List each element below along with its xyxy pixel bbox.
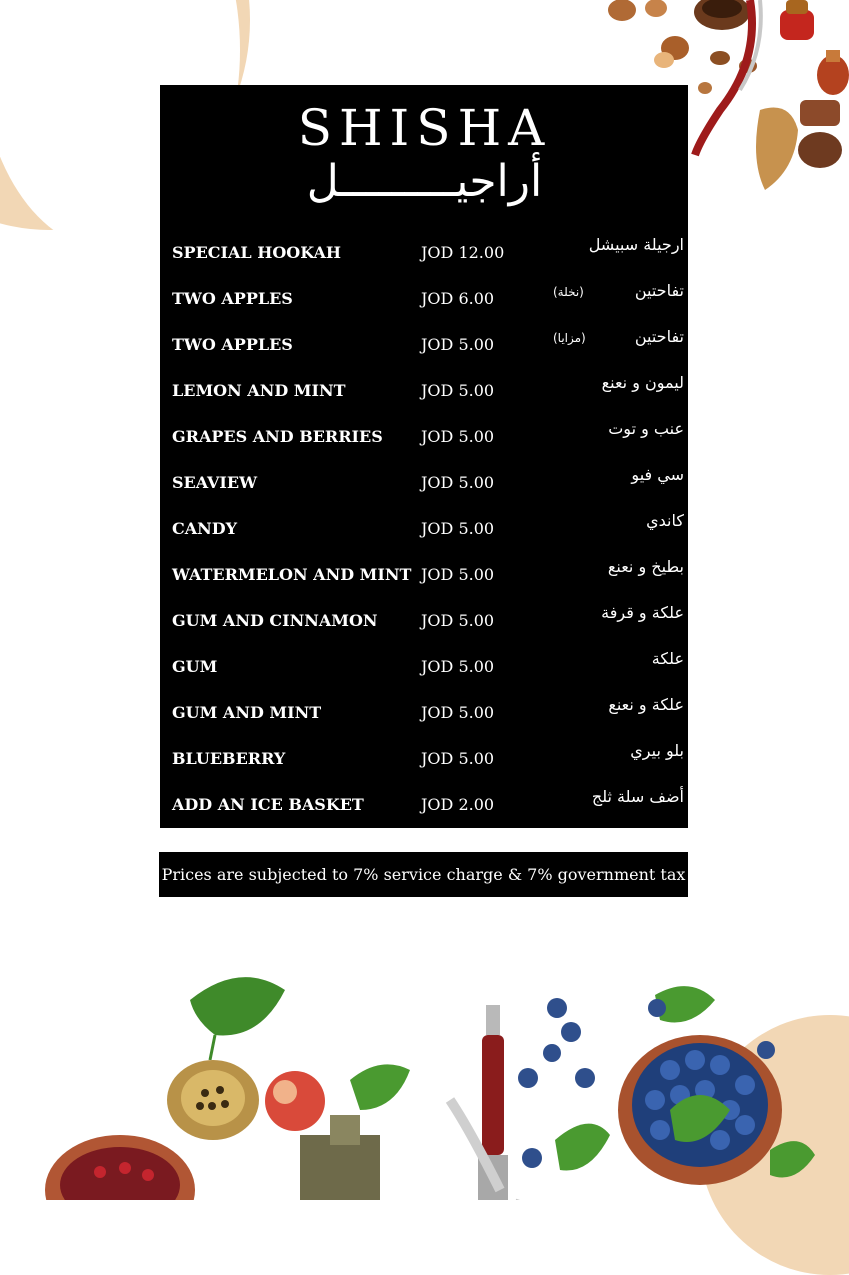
item-name-arabic: سي فيو	[631, 465, 684, 484]
menu-item	[0, 737, 849, 783]
item-price: JOD 5.00	[421, 703, 495, 722]
item-price: JOD 5.00	[421, 519, 495, 538]
item-price: JOD 5.00	[421, 427, 495, 446]
item-name-arabic: أضف سلة ثلج	[591, 787, 684, 806]
item-name: GUM AND CINNAMON	[172, 611, 378, 630]
menu-item	[0, 599, 849, 645]
menu-item	[0, 415, 849, 461]
item-price: JOD 2.00	[421, 795, 495, 814]
item-name-arabic: بلو بيري	[630, 741, 684, 760]
item-price: JOD 5.00	[421, 657, 495, 676]
item-name: WATERMELON AND MINT	[172, 565, 412, 584]
item-name: SEAVIEW	[172, 473, 258, 492]
item-price: JOD 5.00	[421, 611, 495, 630]
item-name: GUM AND MINT	[172, 703, 322, 722]
menu-item	[0, 645, 849, 691]
item-name-arabic: علكة و قرفة	[601, 603, 684, 622]
item-price: JOD 5.00	[421, 473, 495, 492]
tax-disclaimer: Prices are subjected to 7% service charge & 7% government tax	[159, 852, 688, 897]
item-name: SPECIAL HOOKAH	[172, 243, 342, 262]
item-name: TWO APPLES	[172, 289, 293, 308]
item-name: LEMON AND MINT	[172, 381, 346, 400]
item-name-arabic: تفاحتين	[634, 281, 684, 300]
menu-item	[0, 461, 849, 507]
item-price: JOD 5.00	[421, 335, 495, 354]
item-price: JOD 5.00	[421, 381, 495, 400]
item-note-arabic: (مزايا)	[553, 331, 586, 345]
item-price: JOD 12.00	[421, 243, 505, 262]
fruit-hookah-image	[0, 960, 849, 1200]
item-name: CANDY	[172, 519, 238, 538]
item-name-arabic: كاندي	[646, 511, 684, 530]
menu-items	[0, 231, 849, 829]
item-name: GUM	[172, 657, 218, 676]
menu-item	[0, 277, 849, 323]
item-name: BLUEBERRY	[172, 749, 286, 768]
item-name: GRAPES AND BERRIES	[172, 427, 383, 446]
item-price: JOD 5.00	[421, 565, 495, 584]
menu-item	[0, 553, 849, 599]
menu-item	[0, 507, 849, 553]
item-name-arabic: عنب و توت	[608, 419, 684, 438]
menu-item	[0, 231, 849, 277]
item-price: JOD 5.00	[421, 749, 495, 768]
item-price: JOD 6.00	[421, 289, 495, 308]
menu-title-ar: أراجيـــــــــل	[306, 156, 543, 207]
item-note-arabic: (نخلة)	[553, 285, 584, 299]
menu-item	[0, 369, 849, 415]
item-name-arabic: علكة	[651, 649, 684, 668]
item-name: ADD AN ICE BASKET	[172, 795, 364, 814]
menu-item	[0, 323, 849, 369]
item-name-arabic: تفاحتين	[634, 327, 684, 346]
item-name: TWO APPLES	[172, 335, 293, 354]
item-name-arabic: علكة و نعنع	[608, 695, 684, 714]
item-name-arabic: ليمون و نعنع	[601, 373, 684, 392]
menu-item	[0, 783, 849, 829]
menu-title-en: SHISHA	[297, 99, 552, 157]
item-name-arabic: ارجيلة سبيشل	[588, 235, 684, 254]
menu-item	[0, 691, 849, 737]
item-name-arabic: بطيخ و نعنع	[607, 557, 684, 576]
